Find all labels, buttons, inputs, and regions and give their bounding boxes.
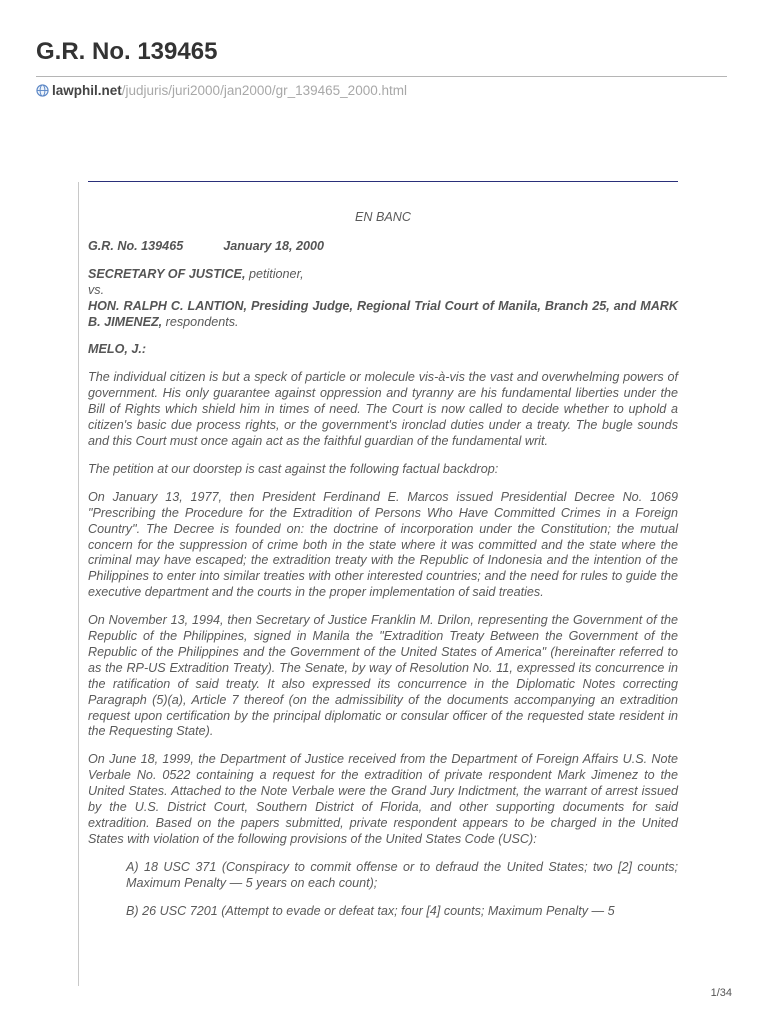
charge-item: A) 18 USC 371 (Conspiracy to commit offense or to defraud the United States; two [2] counts; Maximum Penalty — 5 years on each count); [126,859,678,890]
page-footer [0,986,768,1024]
petitioner-name: SECRETARY OF JUSTICE, [88,266,246,281]
decision-date: January 18, 2000 [223,238,325,253]
source-domain[interactable]: lawphil.net [52,83,122,98]
decision-body [88,210,678,932]
globe-icon [36,84,49,97]
body-paragraph: The petition at our doorstep is cast against the following factual backdrop: [88,461,499,476]
body-paragraph: On November 13, 1994, then Secretary of Justice Franklin M. Drilon, representing the Government of the Republic of the Philippines, signed in Manila the "Extradition Treaty Between the Government of the Republic of the Philippines and the Government of the United States of America" (hereinafter referred to as the RP-US Extradition Treaty). The Senate, by way of Resolution No. 11, expressed its concurrence in the ratification of said treaty. It also expressed its concurrence in the Diplomatic Notes correcting Paragraph (5)(a), Article 7 thereof (on the admissibility of the documents accompanying an extradition request upon certification by the principal diplomatic or consular officer of the requested state resident in the Requesting State). [88,613,678,739]
petitioner-role: petitioner, [245,266,304,281]
parties-block [88,267,678,331]
court-division: EN BANC [355,210,411,224]
body-paragraph: On June 18, 1999, the Department of Justice received from the Department of Foreign Affairs U.S. Note Verbale No. 0522 containing a request for the extradition of private respondent Mark Jimenez to the United States. Attached to the Note Verbale were the Grand Jury Indictment, the warrant of arrest issued by the U.S. District Court, Southern District of Florida, and other supporting documents for said extradition. Based on the papers submitted, private respondent appears to be charged in the United States with violation of the following provisions of the United States Code (USC): [88,752,678,846]
versus-text: vs. [88,282,105,297]
document-top-rule [88,181,678,182]
body-paragraph: On January 13, 1977, then President Ferdinand E. Marcos issued Presidential Decree No. 1069 "Prescribing the Procedure for the Extradition of Persons Who Have Committed Crimes in a Foreign Country". The Decree is founded on: the doctrine of incorporation under the Constitution; the mutual concern for the suppression of crime both in the state where it was committed and the state where the criminal may have escaped; the extradition treaty with the Republic of Indonesia and the intention of the Philippines to enter into similar treaties with other interested countries; and the need for rules to guide the executive department and the courts in the proper implementation of said treaties. [88,489,678,600]
case-heading [88,239,678,255]
page-indicator: 1/34 [710,987,732,999]
title-divider [36,76,727,77]
left-margin-rule [78,182,79,988]
respondents-role: respondents. [162,314,239,329]
source-link[interactable] [36,83,407,98]
source-path[interactable]: /judjuris/juri2000/jan2000/gr_139465_2000.html [121,83,407,98]
respondents-names: HON. RALPH C. LANTION, Presiding Judge, Regional Trial Court of Manila, Branch 25, and MARK B. JIMENEZ, [88,298,678,329]
ponente: MELO, J.: [88,342,147,357]
page-title: G.R. No. 139465 [36,38,218,65]
charge-item: B) 26 USC 7201 (Attempt to evade or defeat tax; four [4] counts; Maximum Penalty — 5 [126,903,615,918]
case-number: G.R. No. 139465 [88,238,184,253]
body-paragraph: The individual citizen is but a speck of particle or molecule vis-à-vis the vast and overwhelming powers of government. His only guarantee against oppression and tyranny are his fundamental liberties under the Bill of Rights which shield him in times of need. The Court is now called to decide whether to uphold a citizen's basic due process rights, or the government's ironclad duties under a treaty. The bugle sounds and this Court must once again act as the faithful guardian of the fundamental writ. [88,370,678,448]
